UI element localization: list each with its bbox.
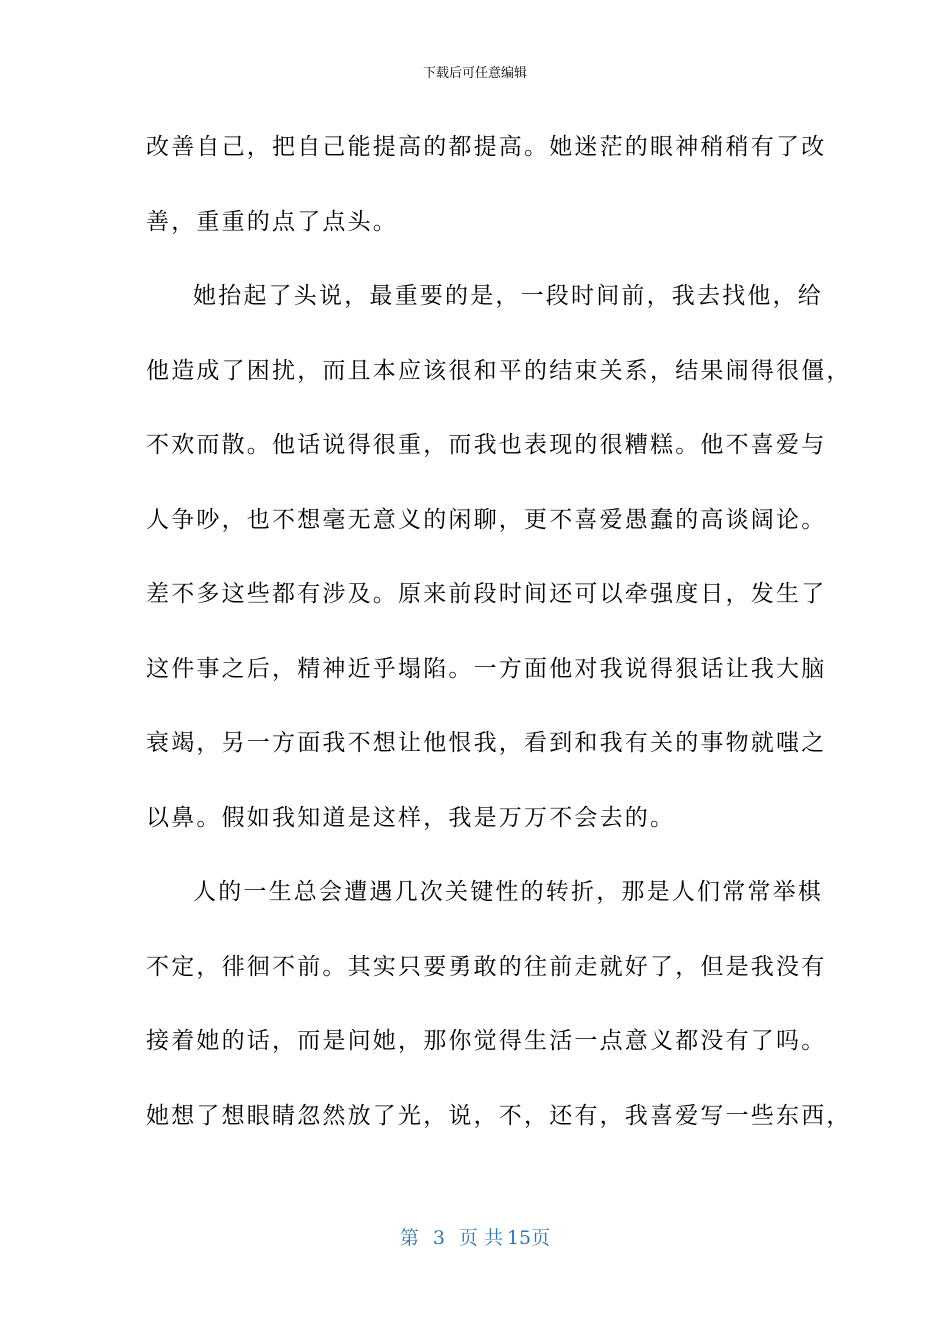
text-line: 她抬起了头说，最重要的是，一段时间前，我去找他，给	[193, 283, 823, 309]
text-line: 以鼻。假如我知道是这样，我是万万不会去的。	[146, 804, 676, 831]
footer-prefix: 第	[399, 1227, 419, 1249]
text-line: 人争吵，也不想毫无意义的闲聊，更不喜爱愚蠢的高谈阔论。	[146, 506, 827, 533]
text-line: 接着她的话，而是问她，那你觉得生活一点意义都没有了吗。	[146, 1028, 827, 1054]
text-line: 衰竭，另一方面我不想让他恨我，看到和我有关的事物就嗤之	[146, 730, 827, 756]
document-body	[146, 129, 852, 1172]
total-pages-number: 15	[506, 1227, 532, 1249]
text-line: 这件事之后，精神近乎塌陷。一方面他对我说得狠话让我大脑	[146, 655, 827, 682]
text-line: 不定，徘徊不前。其实只要勇敢的往前走就好了，但是我没有	[146, 953, 827, 980]
footer-suffix: 页	[531, 1227, 551, 1249]
text-line: 不欢而散。他话说得很重，而我也表现的很糟糕。他不喜爱与	[146, 432, 827, 458]
page-footer	[0, 1226, 950, 1250]
text-line: 善，重重的点了点头。	[146, 208, 398, 235]
footer-middle: 页 共	[458, 1227, 503, 1249]
text-line: 改善自己，把自己能提高的都提高。她迷茫的眼神稍稍有了改	[146, 134, 827, 160]
page-header: 下载后可任意编辑	[422, 66, 527, 81]
text-line: 他造成了困扰，而且本应该很和平的结束关系，结果闹得很僵，	[146, 357, 852, 384]
text-line: 差不多这些都有涉及。原来前段时间还可以牵强度日，发生了	[146, 581, 827, 607]
text-line: 人的一生总会遭遇几次关键性的转折，那是人们常常举棋	[193, 879, 823, 905]
current-page-number: 3	[432, 1227, 445, 1249]
text-line: 她想了想眼睛忽然放了光，说，不，还有，我喜爱写一些东西，	[146, 1102, 852, 1129]
